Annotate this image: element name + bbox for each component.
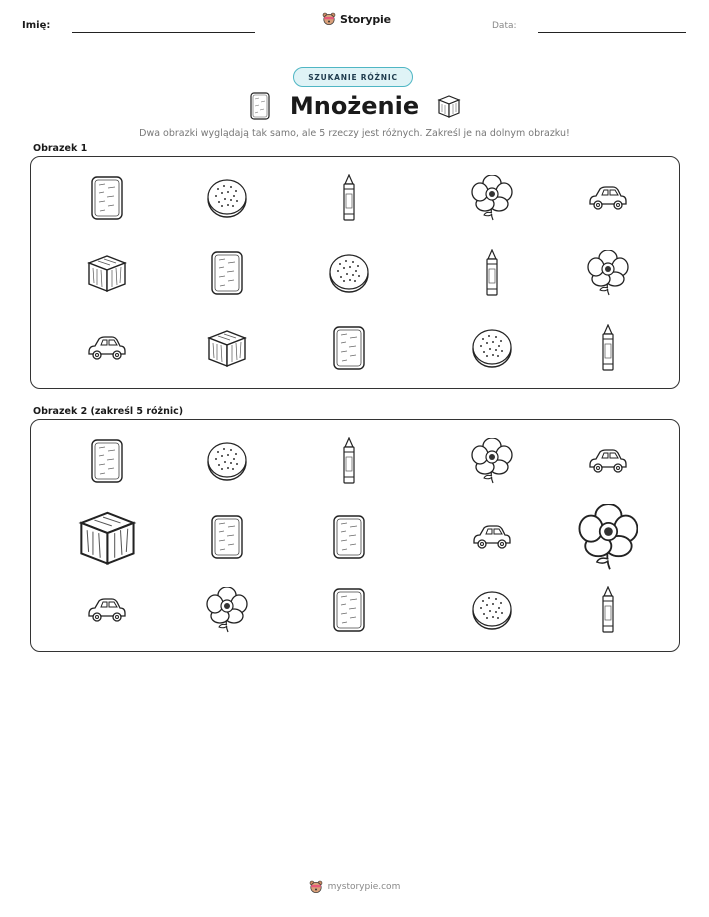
biscuit-icon[interactable] (332, 514, 366, 560)
car-icon[interactable] (587, 447, 629, 475)
storypie-bear-icon (309, 880, 323, 894)
flower-icon (471, 175, 513, 221)
flower-icon (587, 250, 629, 296)
car-icon[interactable] (471, 523, 513, 551)
car-icon (587, 184, 629, 212)
cookie-icon (471, 327, 513, 369)
date-label: Data: (492, 21, 517, 31)
picture1-panel (30, 156, 680, 389)
car-icon (86, 334, 128, 362)
worksheet-type-badge: SZUKANIE RÓŻNIC (293, 67, 413, 87)
footer-website: mystorypie.com (327, 882, 401, 892)
flower-icon[interactable] (578, 504, 639, 571)
cookie-icon (328, 252, 370, 294)
car-icon[interactable] (86, 596, 128, 624)
biscuit-icon[interactable] (332, 587, 366, 633)
cookie-icon[interactable] (471, 589, 513, 631)
brand-logo (322, 12, 391, 26)
biscuit-icon[interactable] (90, 438, 124, 484)
cookie-icon (206, 177, 248, 219)
page-title: Mnożenie (289, 92, 420, 120)
name-field-line[interactable] (72, 32, 255, 33)
biscuit-icon (210, 250, 244, 296)
wooden-block-icon (86, 252, 128, 294)
footer (0, 880, 709, 894)
biscuit-icon (90, 175, 124, 221)
picture1-label: Obrazek 1 (33, 143, 88, 154)
flower-icon[interactable] (206, 587, 248, 633)
wooden-block-icon (436, 93, 462, 119)
wooden-block-icon (206, 327, 248, 369)
date-field-line[interactable] (538, 32, 686, 33)
brand-name: Storypie (340, 12, 391, 26)
crayon-icon[interactable] (600, 586, 616, 634)
biscuit-icon[interactable] (210, 514, 244, 560)
picture2-label: Obrazek 2 (zakreśl 5 różnic) (33, 406, 184, 417)
crayon-icon (600, 324, 616, 372)
instructions: Dwa obrazki wyglądają tak samo, ale 5 rzeczy jest różnych. Zakreśl je na dolnym obrazku! (139, 128, 570, 139)
flower-icon[interactable] (471, 438, 513, 484)
storypie-bear-icon (322, 12, 336, 26)
wooden-block-icon[interactable] (77, 507, 138, 568)
crayon-icon[interactable] (341, 437, 357, 485)
biscuit-icon (332, 325, 366, 371)
crayon-icon (484, 249, 500, 297)
crayon-icon (341, 174, 357, 222)
picture2-panel[interactable] (30, 419, 680, 652)
cookie-icon[interactable] (206, 440, 248, 482)
name-label: Imię: (22, 20, 51, 31)
